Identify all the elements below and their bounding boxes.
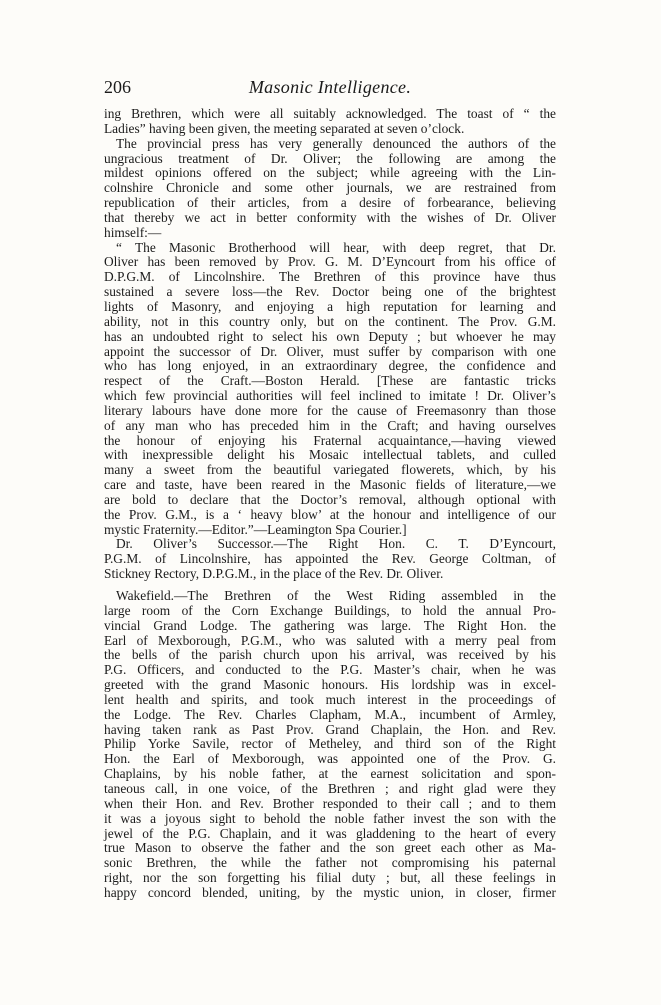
text-line: Chaplains, by his noble father, at the earnest solicitation and spon- xyxy=(104,766,556,782)
text-line: the Prov. G.M., is a ‘ heavy blow’ at the honour and intelligence of our xyxy=(104,506,556,522)
text-line: P.G.M. of Lincolnshire, has appointed the Rev. George Coltman, of xyxy=(104,551,556,567)
text-line: it was a joyous sight to behold the noble father invest the son with the xyxy=(104,810,556,826)
text-line: Wakefield.—The Brethren of the West Riding assembled in the xyxy=(116,588,556,603)
text-line: taneous call, in one voice, of the Brethren ; and right glad were they xyxy=(104,780,556,796)
text-line: sustained a severe loss—the Rev. Doctor being one of the brightest xyxy=(104,284,556,300)
text-line: true Mason to observe the father and the son greet each other as Ma- xyxy=(104,840,556,856)
page-number: 206 xyxy=(104,77,131,97)
text-line: sonic Brethren, the while the father not compromising his paternal xyxy=(104,855,556,871)
text-line: colnshire Chronicle and some other journals, we are restrained from xyxy=(104,180,556,196)
text-line: many a sweet from the beautiful variegated flowerets, which, by his xyxy=(104,462,556,478)
text-line: greeted with the grand Masonic honours. His lordship was in excel- xyxy=(104,677,556,693)
text-line: appoint the successor of Dr. Oliver, must suffer by comparison with one xyxy=(104,343,556,359)
text-line: has an undoubted right to select his own Deputy ; but whoever he may xyxy=(104,328,556,344)
text-line: the honour of enjoying his Fraternal acquaintance,—having viewed xyxy=(104,432,556,448)
text-line: with inexpressible delight his Mosaic intellectual tablets, and culled xyxy=(104,447,556,463)
text-line: P.G. Officers, and conducted to the P.G. Master’s chair, when he was xyxy=(104,662,556,678)
text-line: mystic Fraternity.—Editor.”—Leamington Spa Courier.] xyxy=(104,521,407,537)
text-line: the bells of the parish church upon his arrival, was received by his xyxy=(104,647,556,663)
text-line: of any man who has preceded him in the Craft; and having ourselves xyxy=(104,417,556,433)
text-line: ing Brethren, which were all suitably acknowledged. The toast of “ the xyxy=(104,106,556,121)
text-line: large room of the Corn Exchange Buildings, to hold the annual Pro- xyxy=(104,602,556,618)
text-line: the Lodge. The Rev. Charles Clapham, M.A., incumbent of Armley, xyxy=(104,706,556,722)
text-line: jewel of the P.G. Chaplain, and it was gladdening to the heart of every xyxy=(104,825,556,841)
text-line: happy concord blended, uniting, by the mystic union, in closer, firmer xyxy=(104,884,556,900)
text-line: Hon. the Earl of Mexborough, was appointed one of the Prov. G. xyxy=(104,751,556,767)
text-line: Oliver has been removed by Prov. G. M. D’Eyncourt from his office of xyxy=(104,254,556,270)
text-line: The provincial press has very generally denounced the authors of the xyxy=(116,135,556,151)
text-line: himself:— xyxy=(104,224,162,240)
text-line: Stickney Rectory, D.P.G.M., in the place of the Rev. Dr. Oliver. xyxy=(104,566,444,582)
text-line: who has long enjoyed, in an extraordinary degree, the confidence and xyxy=(104,358,556,374)
text-line: that thereby we act in better conformity with the wishes of Dr. Oliver xyxy=(104,209,556,225)
text-line: right, nor the son forgetting his filial duty ; but, all these feelings in xyxy=(104,870,556,886)
text-line: are bold to declare that the Doctor’s removal, although optional with xyxy=(104,491,556,507)
text-line: ungracious treatment of Dr. Oliver; the following are among the xyxy=(104,150,556,166)
text-line: when their Hon. and Rev. Brother responded to their call ; and to them xyxy=(104,795,556,811)
text-line: lights of Masonry, and enjoying a high reputation for learning and xyxy=(104,298,556,314)
text-line: vincial Grand Lodge. The gathering was large. The Right Hon. the xyxy=(104,617,556,633)
text-line: lent health and spirits, and took much interest in the proceedings of xyxy=(104,691,556,707)
text-line: ability, not in this country only, but on the continent. The Prov. G.M. xyxy=(104,313,556,329)
text-line: Philip Yorke Savile, rector of Metheley, and third son of the Right xyxy=(104,736,556,752)
body-text xyxy=(104,107,556,901)
text-line: Ladies” having been given, the meeting separated at seven o’clock. xyxy=(104,120,465,136)
text-line: D.P.G.M. of Lincolnshire. The Brethren of this province have thus xyxy=(104,269,556,285)
text-line: “ The Masonic Brotherhood will hear, with deep regret, that Dr. xyxy=(116,239,556,255)
text-line: Dr. Oliver’s Successor.—The Right Hon. C. T. D’Eyncourt, xyxy=(116,536,556,552)
text-line: respect of the Craft.—Boston Herald. [These are fantastic tricks xyxy=(104,373,556,389)
text-line: having taken rank as Past Prov. Grand Chaplain, the Hon. and Rev. xyxy=(104,721,556,737)
page-header xyxy=(104,76,556,102)
text-line: literary labours have done more for the cause of Freemasonry than those xyxy=(104,402,556,418)
text-line: which few provincial authorities will feel inclined to imitate ! Dr. Oliver’s xyxy=(104,388,556,404)
running-head: Masonic Intelligence. xyxy=(248,77,412,97)
text-line: care and taste, have been reared in the Masonic fields of literature,—we xyxy=(104,477,556,493)
text-line: mildest opinions offered on the subject; while agreeing with the Lin- xyxy=(104,165,556,181)
text-line: Earl of Mexborough, P.G.M., who was saluted with a merry peal from xyxy=(104,632,556,648)
text-line: republication of their articles, from a desire of forbearance, believing xyxy=(104,195,556,211)
